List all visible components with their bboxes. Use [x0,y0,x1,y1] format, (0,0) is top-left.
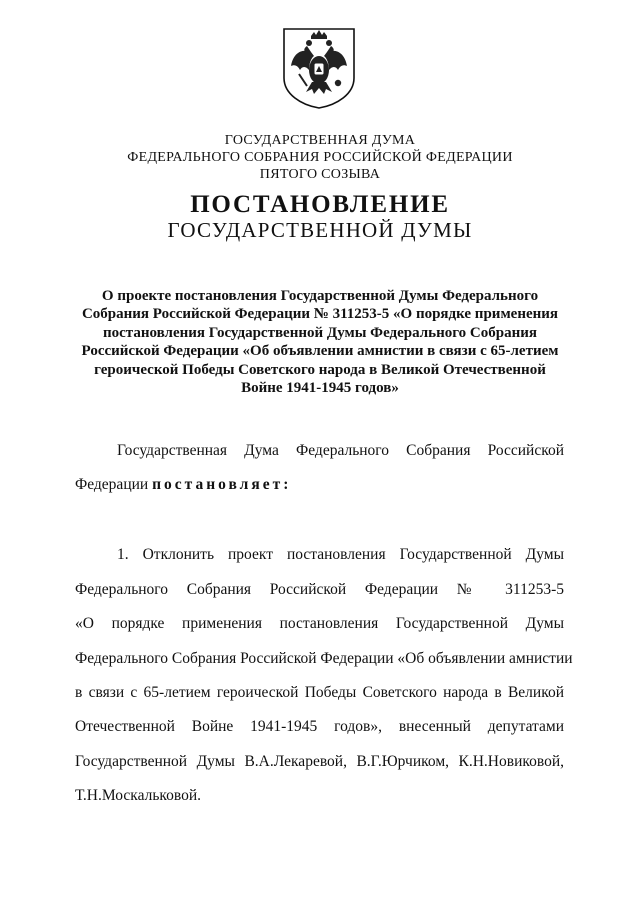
document-subtitle: ГОСУДАРСТВЕННОЙ ДУМЫ [167,218,473,242]
clause-line: в связи с 65-летием героической Победы Советского народа в Великой [75,684,564,701]
subject-line: героической Победы Советского народа в Великой Отечественной [94,361,546,378]
subject-line: постановления Государственной Думы Федерального Собрания [103,324,537,341]
clause-line: Т.Н.Москальковой. [75,787,202,804]
clause-line: Государственной Думы В.А.Лекаревой, В.Г.Юрчиком, К.Н.Новиковой, [75,753,564,770]
preamble-line: Государственная Дума Федерального Собрания Российской [117,442,564,459]
convocation: ПЯТОГО СОЗЫВА [259,167,381,182]
document-title: ПОСТАНОВЛЕНИЕ [190,191,450,218]
subject-block [70,287,570,397]
subject-line: Собрания Российской Федерации № 311253-5 «О порядке применения [81,306,559,323]
clause-line: 1. Отклонить проект постановления Государственной Думы [117,546,564,563]
institution-name: ГОСУДАРСТВЕННАЯ ДУМА [224,133,416,148]
subject-line: Российской Федерации «Об объявлении амнистии в связи с 65-летием [81,343,559,360]
clause-line: Федерального Собрания Российской Федерации № 311253-5 [75,581,564,598]
preamble-prefix: Федерации [75,476,149,493]
clause-line: «О порядке применения постановления Государственной Думы [75,615,564,632]
subject-line: О проекте постановления Государственной Думы Федерального [101,288,539,304]
preamble-line [75,476,564,494]
parliament-name: ФЕДЕРАЛЬНОГО СОБРАНИЯ РОССИЙСКОЙ ФЕДЕРАЦИИ [127,150,513,165]
coat-of-arms-icon [281,26,357,110]
subject-line: Войне 1941-1945 годов» [241,380,399,397]
clause-line: Федерального Собрания Российской Федерации «Об объявлении амнистии [75,650,573,667]
preamble-verb: постановляет: [152,476,292,493]
clause-line: Отечественной Войне 1941-1945 годов», внесенный депутатами [75,718,564,735]
